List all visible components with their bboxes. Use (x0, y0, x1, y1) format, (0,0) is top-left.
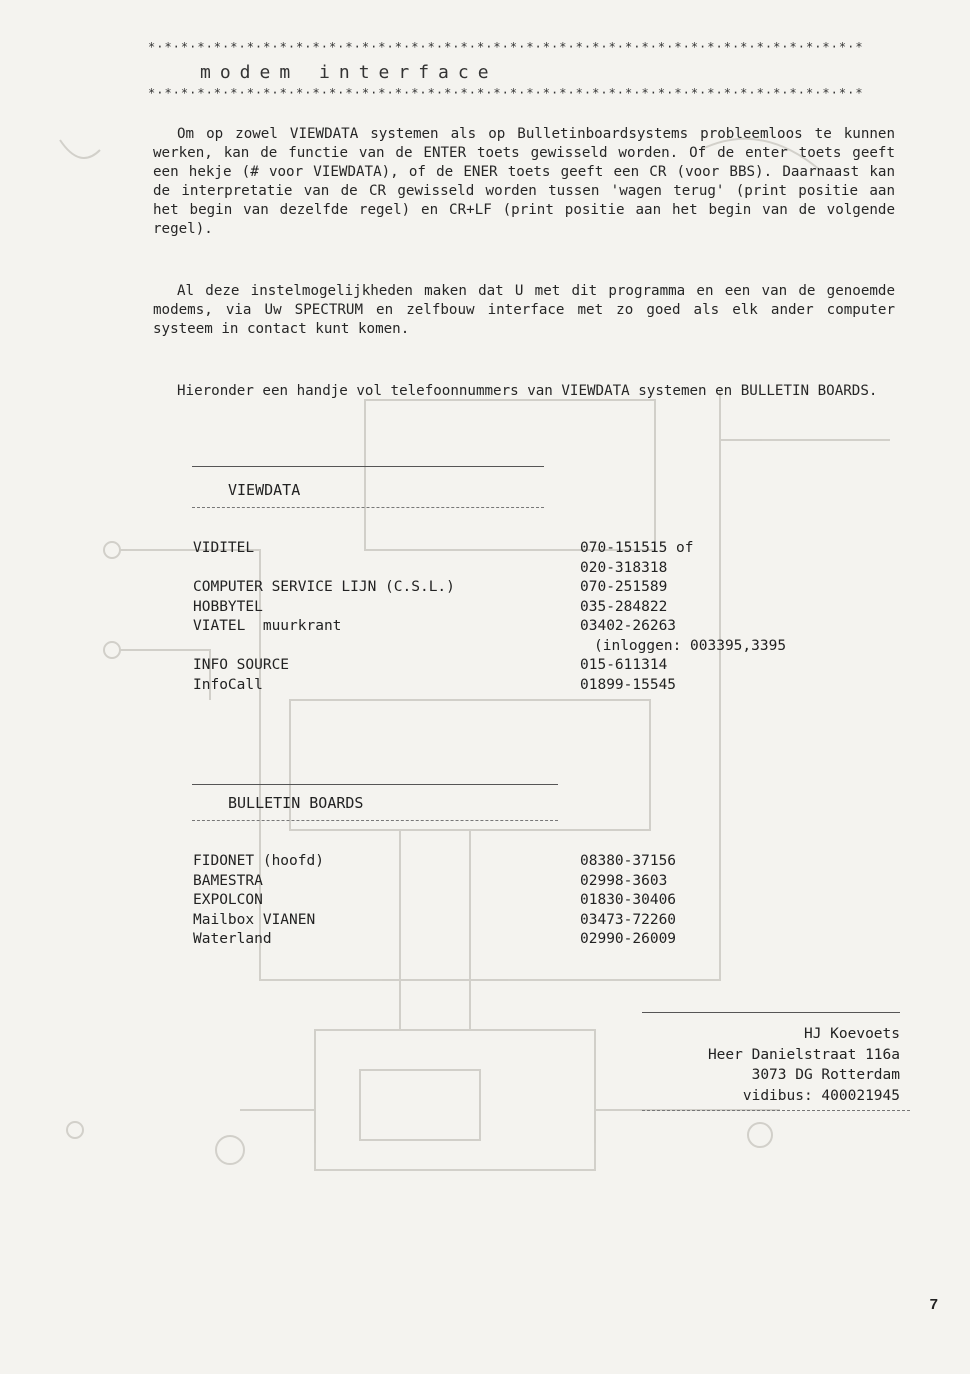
address-rule-bottom (642, 1110, 910, 1111)
list-item: 01830-30406 (580, 892, 677, 908)
list-item: EXPOLCON (193, 892, 263, 908)
author-address (708, 1024, 900, 1106)
bulletin-number-list (580, 852, 676, 950)
viewdata-name-list (193, 539, 455, 695)
author-vidibus: vidibus: 400021945 (742, 1087, 900, 1104)
intro-paragraph-3: Hieronder een handje vol telefoonnummers van VIEWDATA systemen en BULLETIN BOARDS. (177, 383, 878, 399)
list-item: 070-251589 (580, 579, 668, 595)
list-item (193, 637, 455, 657)
list-item: 015-611314 (580, 657, 668, 673)
list-item: HOBBYTEL (193, 598, 263, 615)
address-rule-top (642, 1012, 900, 1013)
bulletin-heading: BULLETIN BOARDS (228, 794, 364, 812)
list-item: VIATEL muurkrant (193, 618, 342, 634)
list-item: VIDITEL (193, 540, 255, 556)
list-item: COMPUTER SERVICE LIJN (C.S.L.) (193, 579, 455, 595)
list-item: 035-284822 (580, 598, 668, 615)
list-item: 08380-37156 (580, 853, 677, 869)
decorative-star-border-top: *·*·*·*·*·*·*·*·*·*·*·*·*·*·*·*·*·*·*·*·*·*·*·*·*·*·*·*·*·*·*·*·*·*·*·*·*·*·*·*·*·*·*·* (148, 40, 864, 54)
bulletin-name-list (193, 852, 324, 950)
bulletin-rule-top (192, 784, 558, 785)
list-item: (inloggen: 003395,3395 (594, 637, 787, 654)
viewdata-rule-top (192, 466, 544, 467)
list-item: Waterland (193, 931, 272, 947)
viewdata-number-list (580, 539, 786, 695)
list-item: InfoCall (193, 676, 263, 693)
page-title: modem interface (200, 62, 498, 83)
list-item: 02990-26009 (580, 931, 677, 947)
decorative-star-border-bottom: *·*·*·*·*·*·*·*·*·*·*·*·*·*·*·*·*·*·*·*·*·*·*·*·*·*·*·*·*·*·*·*·*·*·*·*·*·*·*·*·*·*·*·* (148, 86, 864, 100)
list-item: 03473-72260 (580, 911, 677, 928)
list-item: BAMESTRA (193, 872, 263, 889)
list-item: 020-318318 (580, 559, 668, 576)
list-item: 02998-3603 (580, 872, 668, 889)
list-item: FIDONET (hoofd) (193, 853, 324, 869)
intro-paragraph-1: Om op zowel VIEWDATA systemen als op Bulletinboardsystems probleemloos te kunnen werken, kan de functie van de ENTER toets gewisseld worden. Of de enter toets geeft een hekje (# voor VIEWDATA), of de ENER toets geeft een CR (voor BBS). Daarnaast kan de interpretatie van de CR gewisseld worden tussen 'wagen terug' (print positie aan het begin van dezelfde regel) en CR+LF (print positie aan het begin van de volgende regel). (153, 126, 895, 237)
intro-paragraph-2: Al deze instelmogelijkheden maken dat U met dit programma en een van de genoemde modems, via Uw SPECTRUM en zelfbouw interface met zo goed als elk ander computer systeem in contact kunt komen. (153, 283, 895, 337)
list-item: 01899-15545 (580, 676, 677, 693)
page-number: 7 (929, 1296, 938, 1313)
list-item: Mailbox VIANEN (193, 911, 316, 928)
author-name: HJ Koevoets (803, 1026, 900, 1042)
list-item: INFO SOURCE (193, 657, 290, 673)
list-item (193, 559, 455, 579)
viewdata-heading: VIEWDATA (228, 481, 301, 499)
viewdata-rule-bottom (192, 507, 544, 508)
author-city: 3073 DG Rotterdam (751, 1067, 900, 1083)
bulletin-rule-bottom (192, 820, 558, 821)
list-item: 070-151515 of (580, 540, 694, 556)
author-street: Heer Danielstraat 116a (707, 1046, 900, 1063)
list-item: 03402-26263 (580, 618, 677, 634)
